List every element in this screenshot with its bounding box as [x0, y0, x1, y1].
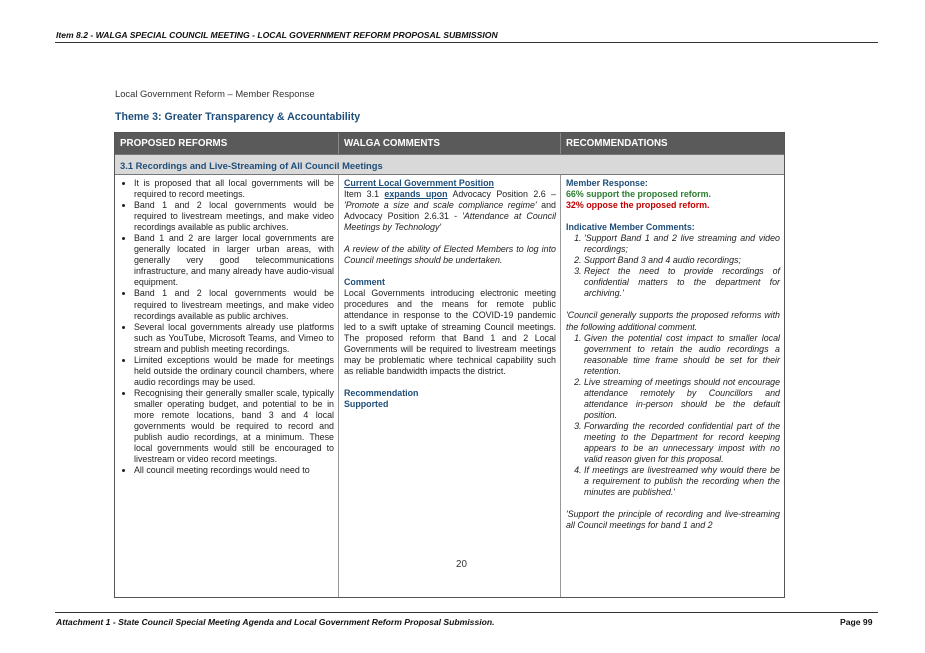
recommendations-cell [560, 175, 784, 597]
header-walga-comments: WALGA COMMENTS [338, 133, 560, 154]
support-percentage: 66% support the proposed reform. [566, 189, 711, 200]
oppose-percentage: 32% oppose the proposed reform. [566, 200, 710, 211]
proposed-reforms-cell [115, 175, 338, 597]
recommendation-value: Supported [344, 398, 389, 409]
list-item: • Band 1 and 2 are larger local governments are generally located in larger urban areas, with generally very good telecommunications infrastructure, and many already have audio-visual equipment. [134, 233, 334, 288]
footer-divider [55, 612, 878, 613]
comment-heading: Comment [344, 277, 385, 288]
table-header-row [115, 133, 784, 154]
document-subtitle: Local Government Reform – Member Response [115, 88, 315, 99]
list-item: 3. Forwarding the recorded confidential part of the meeting to the Department for record keeping appears to be an unnecessary impost with no valid reason given for this proposal. [584, 421, 780, 465]
list-item: 1. Given the potential cost impact to smaller local government to retain the audio recordings a reasonable time frame should be set for their retention. [584, 333, 780, 377]
council-points-list [566, 333, 780, 499]
theme-heading: Theme 3: Greater Transparency & Accountability [115, 111, 361, 123]
current-position-heading: Current Local Government Position [344, 178, 494, 188]
indicative-comments-list [566, 233, 780, 299]
page-number: Page 99 [840, 617, 873, 627]
member-response-heading: Member Response: [566, 178, 648, 188]
review-text: A review of the ability of Elected Members to log into Council meetings should be undertaken. [344, 244, 556, 266]
list-item: 2. Live streaming of meetings should not encourage attendance remotely by Councillors and attendance in-person should be the default position. [584, 377, 780, 421]
closing-text: 'Support the principle of recording and live-streaming all Council meetings for band 1 and 2 [566, 509, 780, 531]
section-row: 3.1 Recordings and Live-Streaming of All Council Meetings [115, 154, 784, 175]
council-intro: 'Council generally supports the proposed reforms with the following additional comment. [566, 310, 780, 332]
page-header: Item 8.2 - WALGA SPECIAL COUNCIL MEETING - LOCAL GOVERNMENT REFORM PROPOSAL SUBMISSION [56, 30, 498, 40]
list-item: 3. Reject the need to provide recordings of confidential matters to the department for archiving.' [584, 266, 780, 299]
list-item: • Several local governments already use platforms such as YouTube, Microsoft Teams, and Vimeo to stream and publish meeting recordings. [134, 322, 334, 355]
indicative-comments-heading: Indicative Member Comments: [566, 222, 695, 233]
list-item: • Limited exceptions would be made for meetings held outside the ordinary council chambers, where audio recordings may be used. [134, 355, 334, 388]
list-item: • Band 1 and 2 local governments would be required to livestream meetings, and make video recordings available as public archives. [134, 288, 334, 321]
table-body-row [115, 175, 784, 597]
list-item: • It is proposed that all local governments will be required to record meetings. [134, 178, 334, 200]
inner-page-number: 20 [456, 559, 467, 570]
header-proposed-reforms: PROPOSED REFORMS [120, 138, 228, 149]
header-recommendations: RECOMMENDATIONS [560, 133, 784, 154]
list-item: 2. Support Band 3 and 4 audio recordings; [584, 255, 780, 266]
list-item: 4. If meetings are livestreamed why would there be a requirement to publish the recording when the minutes are published.' [584, 465, 780, 498]
comment-text: Local Governments introducing electronic meeting procedures and the means for remote public attendance in response to the COVID-19 pandemic led to a swift uptake of streaming Council meetings. The proposed reform that Band 1 and 2 Local Governments will be required to livestream meetings may be problematic where technical capability such as reliable bandwidth impacts the district. [344, 288, 556, 376]
recommendation-heading: Recommendation [344, 387, 419, 398]
list-item: • All council meeting recordings would need to [134, 465, 334, 476]
current-position-text: Item 3.1 expands upon Advocacy Position 2.6 – 'Promote a size and scale compliance regime' and Advocacy Position 2.6.31 - 'Attendance at Council Meetings by Technology' [344, 189, 557, 233]
list-item: 1. 'Support Band 1 and 2 live streaming and video recordings; [584, 233, 780, 255]
list-item: • Recognising their generally smaller scale, typically smaller operating budget, and potential to be in more remote locations, band 3 and 4 local governments would be required to record and publish audio recordings, at a minimum. These local governments would still be encouraged to livestream or video record meetings. [134, 388, 334, 465]
header-divider [55, 42, 878, 43]
page-footer: Attachment 1 - State Council Special Meeting Agenda and Local Government Reform Proposal Submission. [56, 617, 495, 627]
reform-list [120, 178, 334, 476]
walga-comments-cell [338, 175, 560, 597]
reform-table [114, 132, 785, 598]
list-item: • Band 1 and 2 local governments would be required to livestream meetings, and make video recordings available as public archives. [134, 200, 334, 233]
